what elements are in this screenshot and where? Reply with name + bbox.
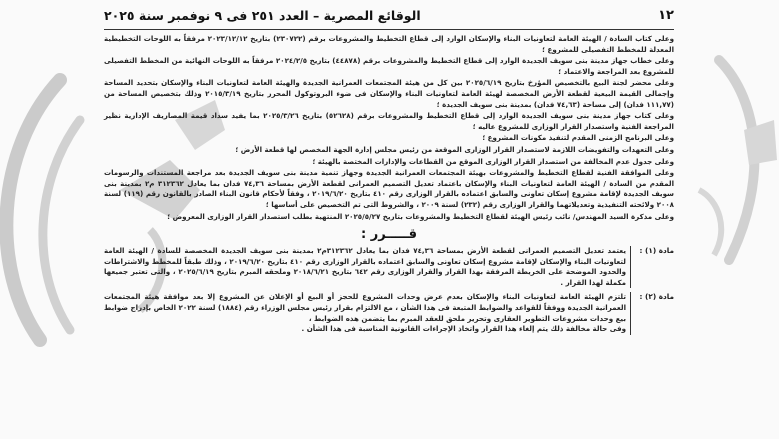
preamble-paragraph: وعلى كتاب جهاز مدينة بنى سويف الجديدة الوارد إلى قطاع التخطيط والمشروعات برقم (٥٢٦٢٨) بتاريخ ٢٠٢٥/٣/٢٦ بما يفيد سداد قيمة المصاريف الإدارية نظير المراجعة الفنية واستصدار القرار الوزارى للمشروع عاليه ؛: [104, 111, 675, 131]
article-2: [104, 292, 674, 334]
article-paragraph: وفى حالة مخالفة ذلك يتم إلغاء هذا القرار واتخاذ الإجراءات القانونية المناسبة فى هذا الشأن .: [301, 324, 626, 334]
article-number: مادة (١) :: [630, 246, 674, 288]
article-1: [104, 246, 674, 288]
article-number: مادة (٢) :: [630, 292, 674, 334]
running-title: الوقائع المصرية – العدد ٢٥١ فى ٩ نوفمبر سنة ٢٠٢٥: [104, 7, 421, 23]
article-body: [104, 292, 626, 334]
preamble-paragraph: وعلى خطاب جهاز مدينة بنى سويف الجديدة الوارد إلى قطاع التخطيط والمشروعات برقم (٤٤٨٧٨) بتاريخ ٢٠٢٤/٢/٥ مرفقاً به اللوحات النهائية من المخطط التفصيلى للمشروع بعد المراجعة والاعتماد ؛: [104, 56, 674, 76]
article-paragraph: يعتمد تعديل التصميم العمرانى لقطعة الأرض بمساحة ٧٤,٣٦ فدان بما يعادل ٣١٢٣٦٢م٢ بمدينة بنى سويف الجديدة المخصصة للسادة / الهيئة العامة لتعاونيات البناء والإسكان لإقامة مشروع إسكان تعاونى والسابق اعتماده بالقرار الوزارى رقم ٤١٠ بتاريخ ٢٠١٩/٦/٢٠ ، وذلك طبقاً للمخطط والاشتراطات والحدود الموضحة على الخريطة المرفقة بهذا القرار والقرار الوزارى رقم ٦٤٢ بتاريخ ٢٠١٨/٦/٢١ وملحقه المبرم بتاريخ ٢٠٢٥/٦/١٩ ، والتى تعتبر جميعها مكملة لهذا القرار .: [104, 246, 626, 287]
article-paragraph: تلتزم الهيئة العامة لتعاونيات البناء والإسكان بعدم عرض وحدات المشروع للحجز أو البيع أو الإعلان عن المشروع إلا بعد موافقة هيئة المجتمعات العمرانية الجديدة ووفقاً للقواعد والضوابط المتبعة فى هذا الشأن ، مع الالتزام بقرار رئيس مجلس الوزراء رقم (١٨٨٤) لسنة ٢٠٢٢ الخاص بإدراج ضوابط بيع وحدات مشروعات التطوير العقارى وتحرير ملحق للعقد المبرم بما يتضمن هذه الضوابط ،: [104, 292, 626, 323]
header-rule: [104, 29, 674, 30]
preamble-paragraph: وعلى الموافقة الفنية لقطاع التخطيط والمشروعات بهيئة المجتمعات العمرانية الجديدة وجهاز تنمية مدينة بنى سويف الجديدة بعد مراجعة المستندات والرسومات المقدم من السادة / الهيئة العامة لتعاونيات البناء والإسكان باعتماد تعديل التصميم العمرانى لقطعة الأرض بمساحة ٧٤,٣٦ فدان بما يعادل ٣١٢٣٦٢ م٢ بمدينة بنى سويف الجديدة لإقامة مشروع إسكان تعاونى والسابق اعتماده بالقرار الوزارى رقم ٤١٠ بتاريخ ٢٠١٩/٦/٢٠ ، وفقاً لأحكام قانون البناء الصادر بالقانون رقم (١١٩) لسنة ٢٠٠٨ ولائحته التنفيذية وتعديلاتهما والقرار الوزارى رقم (٢٣٢) لسنة ٢٠٠٩ ، والشروط التى تم التخصيص على أساسها ؛: [104, 168, 674, 209]
preamble-paragraph: وعلى محضر لجنة البيع بالتخصيص المؤرخ بتاريخ ٢٠٢٥/٦/١٩ بين كل من هيئة المجتمعات العمرانية الجديدة والهيئة العامة لتعاونيات البناء والإسكان بتحديد المساحة وإجمالى القيمة البيعية لقطعة الأرض المخصصة لهيئة العامة لتعاونيات البناء والإسكان فى ضوء البروتوكول المحرر بتاريخ ٢٠١٥/٣/١٩ وذلك بتخصيص المساحة من (١١١,٧٧ فدان) إلى مساحة (٧٤,٦٣ فدان) بمدينة بنى سويف الجديدة ؛: [104, 78, 674, 109]
decision-heading: قـــــرر :: [360, 227, 418, 243]
preamble-paragraph: وعلى مذكرة السيد المهندس/ نائب رئيس الهيئة لقطاع التخطيط والمشروعات بتاريخ ٢٠٢٥/٥/٢٧ المنتهية بطلب استصدار القرار الوزارى المعروض ؛: [167, 211, 674, 221]
page-header: [104, 3, 674, 27]
page-number: ١٢: [658, 7, 674, 23]
preamble: [104, 34, 674, 222]
article-body: [104, 246, 626, 288]
preamble-paragraph: وعلى كتاب السادة / الهيئة العامة لتعاونيات البناء والإسكان الوارد إلى قطاع التخطيط والمشروعات برقم (٢٣٠٧٢٢) بتاريخ ٢٠٢٣/١٢/١٢ مرفقاً به اللوحات التخطيطية المعدلة للمخطط التفصيلى للمشروع ؛: [104, 34, 674, 54]
watermark-seal-right: [689, 40, 779, 280]
gazette-page: [104, 3, 674, 435]
preamble-paragraph: وعلى جدول عدم المخالفة من استصدار القرار الوزارى الموقع من القطاعات والإدارات المختصة بالهيئة ؛: [312, 156, 674, 166]
preamble-paragraph: وعلى التعهدات والتفويضات اللازمة لاستصدار القرار الوزارى الموقعة من رئيس مجلس إدارة الجهة المخصص لها قطعة الأرض ؛: [235, 144, 674, 154]
preamble-paragraph: وعلى البرنامج الزمنى المقدم لتنفيذ مكونات المشروع ؛: [482, 133, 674, 143]
